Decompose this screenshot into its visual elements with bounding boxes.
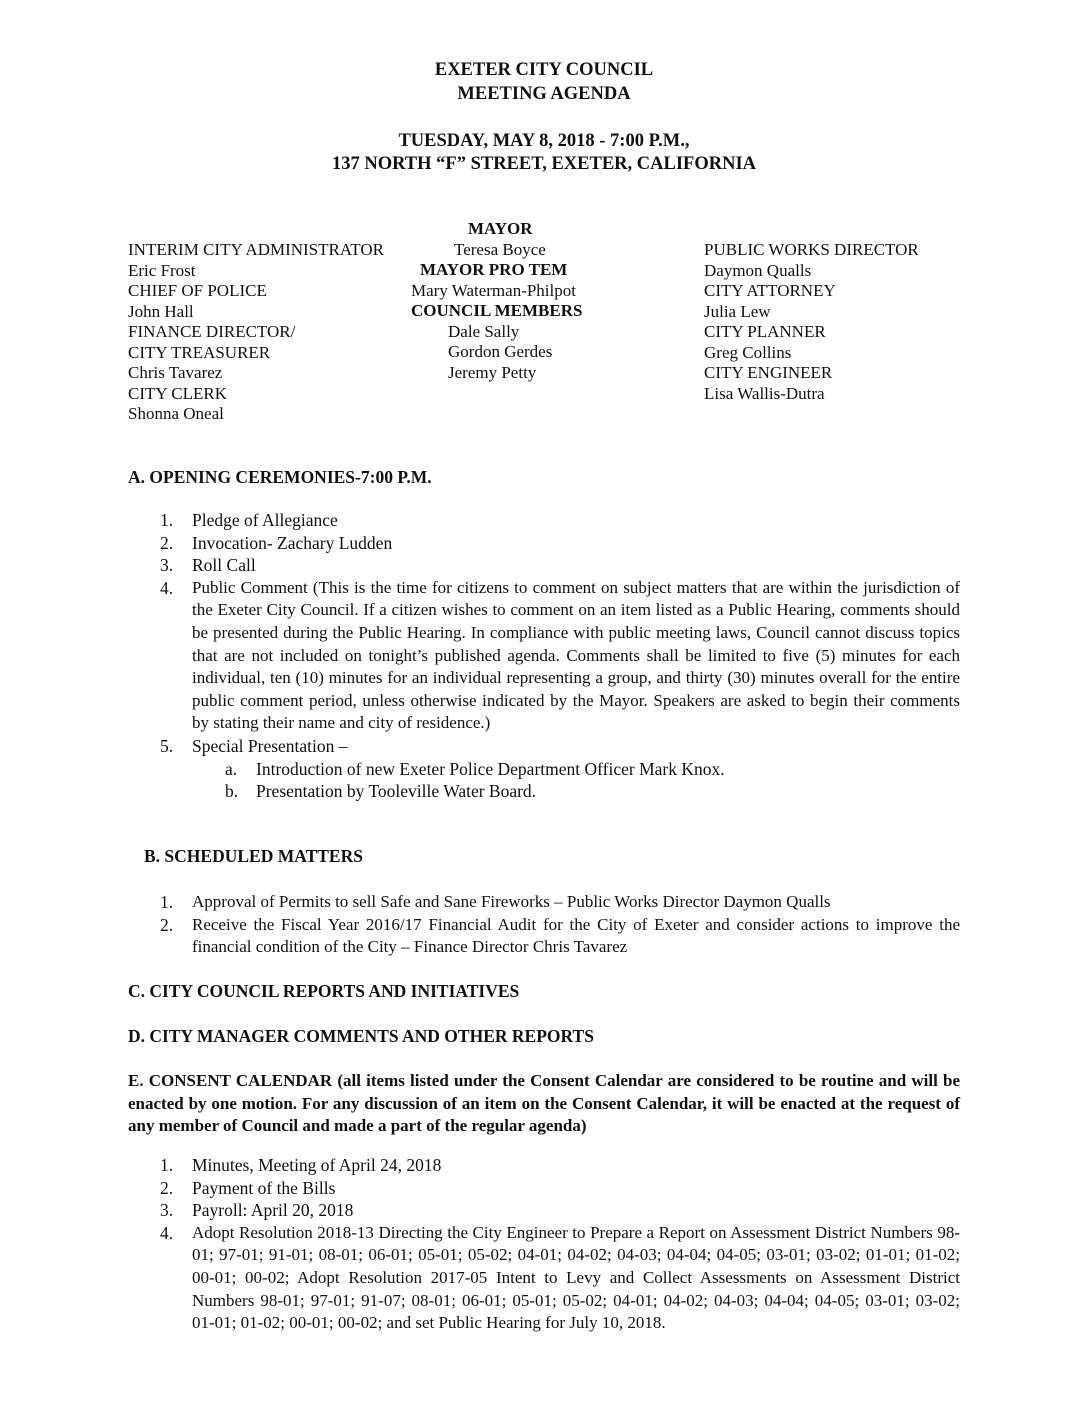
official-name: Lisa Wallis-Dutra <box>704 383 825 403</box>
mayor-pro-tem-label: MAYOR PRO TEM <box>420 260 568 279</box>
section-b-heading: B. SCHEDULED MATTERS <box>144 846 363 866</box>
list-item <box>160 1177 960 1200</box>
item-text: Payment of the Bills <box>192 1177 336 1198</box>
list-item <box>160 577 960 735</box>
item-number: 2. <box>160 1177 174 1198</box>
official-title: CITY CLERK <box>128 383 228 403</box>
section-e-heading: E. CONSENT CALENDAR (all items listed under the Consent Calendar are considered to be routine and will be enacted by one motion. For any discussion of an item on the Consent Calendar, it will be enacted at the request of any member of Council and made a part of the regular agenda) <box>128 1071 960 1135</box>
item-text: Receive the Fiscal Year 2016/17 Financial Audit for the City of Exeter and consider actions to improve the financial condition of the City – Finance Director Chris Tavarez <box>192 914 960 957</box>
section-a-heading: A. OPENING CEREMONIES-7:00 P.M. <box>128 467 432 487</box>
officials-right-column <box>704 240 919 404</box>
official-name: Julia Lew <box>704 301 771 321</box>
official-name: Chris Tavarez <box>128 363 223 382</box>
section-d-heading: D. CITY MANAGER COMMENTS AND OTHER REPORTS <box>128 1026 594 1046</box>
official-name: Daymon Qualls <box>704 260 812 280</box>
list-item <box>160 1199 960 1222</box>
item-text: Adopt Resolution 2018-13 Directing the City Engineer to Prepare a Report on Assessment District Numbers 98-01; 97-01; 91-01; 08-01; 06-01; 05-01; 05-02; 04-01; 04-02; 04-03; 04-04; 04-05; 03-01; 03-02; 01-01; 01-02; 00-01; 00-02; Adopt Resolution 2017-05 Intent to Levy and Collect Assessments on Assessment District Numbers 98-01; 97-01; 91-07; 08-01; 06-01; 05-01; 05-02; 04-01; 04-02; 04-03; 04-04; 04-05; 03-01; 03-02; 01-01; 01-02; 00-01; 00-02; and set Public Hearing for July 10, 2018. <box>192 1222 960 1333</box>
official-title: FINANCE DIRECTOR/ <box>128 322 296 341</box>
official-title: CITY PLANNER <box>704 322 826 341</box>
official-title: INTERIM CITY ADMINISTRATOR <box>128 240 384 259</box>
item-text: Invocation- Zachary Ludden <box>192 532 393 553</box>
official-name: Eric Frost <box>128 260 196 280</box>
section-c-heading: C. CITY COUNCIL REPORTS AND INITIATIVES <box>128 981 520 1001</box>
list-item <box>160 1154 960 1177</box>
official-title: CITY ATTORNEY <box>704 281 836 300</box>
official-title: PUBLIC WORKS DIRECTOR <box>704 240 919 259</box>
agenda-title: MEETING AGENDA <box>457 84 631 104</box>
item-text: Minutes, Meeting of April 24, 2018 <box>192 1155 442 1175</box>
council-members-label: COUNCIL MEMBERS <box>411 301 583 320</box>
item-number: 1. <box>160 510 174 530</box>
item-number: 5. <box>160 735 174 756</box>
section-b-list <box>160 891 960 959</box>
official-title: CITY TREASURER <box>128 342 271 362</box>
section-e-list <box>160 1154 960 1335</box>
list-item <box>160 532 960 555</box>
item-text: Presentation by Tooleville Water Board. <box>256 781 537 802</box>
official-name: John Hall <box>128 301 194 321</box>
item-text: Roll Call <box>192 555 256 576</box>
item-number: 4. <box>160 577 174 598</box>
mayor-pro-tem-name: Mary Waterman-Philpot <box>411 281 576 300</box>
council-member-name: Dale Sally <box>448 322 520 341</box>
item-text: Approval of Permits to sell Safe and Sane Fireworks – Public Works Director Daymon Qualls <box>192 892 831 911</box>
council-member-name: Jeremy Petty <box>448 363 537 382</box>
item-text: Introduction of new Exeter Police Department Officer Mark Knox. <box>256 758 725 779</box>
item-number: 1. <box>160 1155 174 1175</box>
meeting-address: 137 NORTH “F” STREET, EXETER, CALIFORNIA <box>331 154 757 174</box>
item-number: 2. <box>160 532 174 553</box>
item-number: 2. <box>160 914 174 935</box>
mayor-name: Teresa Boyce <box>454 240 546 259</box>
mayor-label: MAYOR <box>468 219 533 238</box>
item-text: Payroll: April 20, 2018 <box>192 1200 354 1221</box>
official-title: CITY ENGINEER <box>704 363 833 382</box>
official-name: Shonna Oneal <box>128 404 224 423</box>
item-number: 4. <box>160 1222 174 1243</box>
item-number: 3. <box>160 555 174 576</box>
list-item <box>160 891 960 914</box>
official-title: CHIEF OF POLICE <box>128 281 267 300</box>
list-item <box>160 509 960 532</box>
item-letter: a. <box>225 758 238 779</box>
list-item <box>160 914 960 959</box>
official-name: Greg Collins <box>704 342 792 362</box>
list-item <box>160 735 960 758</box>
item-letter: b. <box>225 781 239 802</box>
meeting-date: TUESDAY, MAY 8, 2018 - 7:00 P.M., <box>398 131 690 151</box>
council-title: EXETER CITY COUNCIL <box>434 60 654 80</box>
council-member-name: Gordon Gerdes <box>448 342 553 361</box>
item-text: Public Comment (This is the time for citizens to comment on subject matters that are within the jurisdiction of the Exeter City Council. If a citizen wishes to comment on an item listed as a Public Hearing, comments should be presented during the Public Hearing. In compliance with public meeting laws, Council cannot discuss topics that are not included on tonight’s published agenda. Comments shall be limited to five (5) minutes for each individual, ten (10) minutes for an individual representing a group, and thirty (30) minutes overall for the entire public comment period, unless otherwise indicated by the Mayor. Speakers are asked to begin their comments by stating their name and city of residence.) <box>192 577 960 733</box>
item-number: 3. <box>160 1200 174 1221</box>
list-item <box>160 1222 960 1335</box>
officials-left-column <box>128 240 384 425</box>
sub-list-item <box>225 758 960 781</box>
item-text: Pledge of Allegiance <box>192 510 338 530</box>
section-a-list <box>160 509 960 803</box>
item-text: Special Presentation – <box>192 735 348 756</box>
list-item <box>160 554 960 577</box>
item-number: 1. <box>160 892 174 912</box>
sub-list-item <box>225 780 960 803</box>
